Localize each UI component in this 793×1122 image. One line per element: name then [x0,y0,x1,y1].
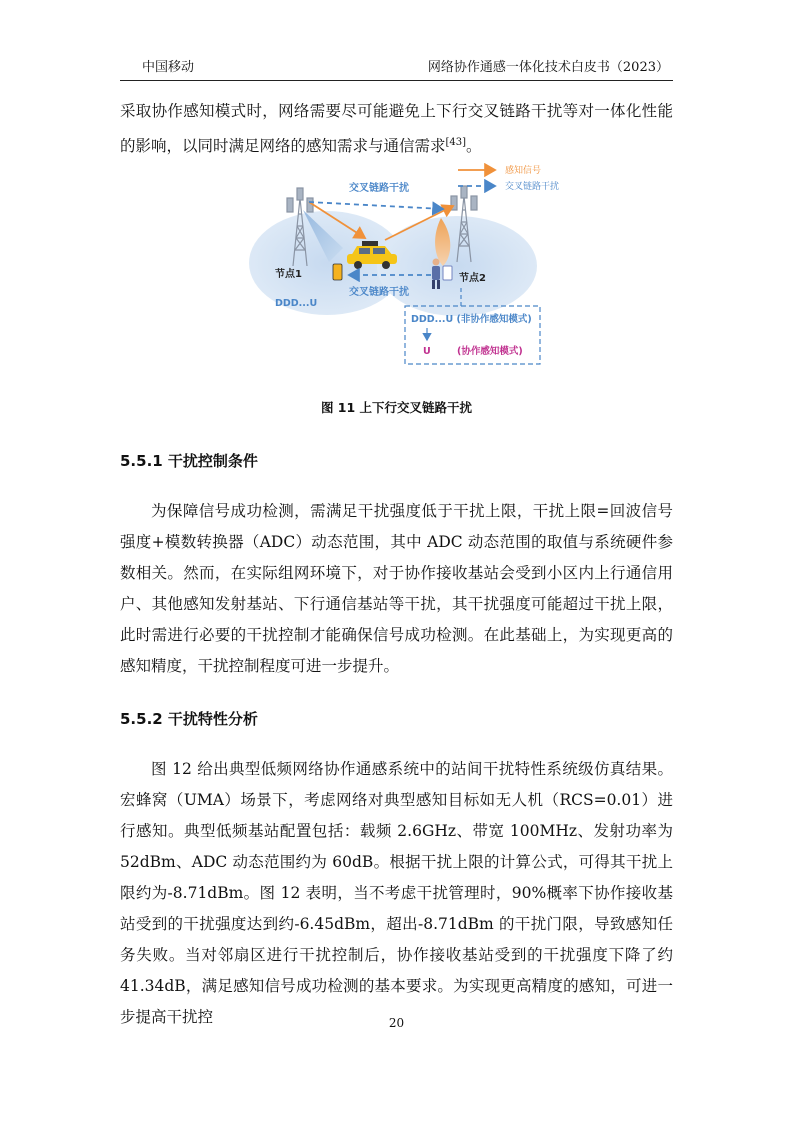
section-5-5-1-title: 5.5.1 干扰控制条件 [120,452,258,470]
cli-arrow-top [309,202,443,209]
node1-label: 节点1 [275,269,302,280]
reference-43[interactable]: [43] [445,137,467,148]
figure-caption: 图 11 上下行交叉链路干扰 [320,400,473,415]
legend-cli-label: 交叉链路干扰 [505,182,560,192]
frame-cooperative-u: U [423,346,431,357]
section-5-5-1-paragraph: 为保障信号成功检测，需满足干扰强度低于干扰上限，干扰上限=回波信号强度+模数转换器（ADC）动态范围，其中 ADC 动态范围的取值与系统硬件参数相关。然而，在实际组网环境下，对于协作接收基站会受到小区内上行通信用户、其他感知发射基站、下行通信基站等干扰，其干扰强度可能超过干扰上限，此时需进行必要的干扰控制才能确保信号成功检测。在此基础上，为实现更高的感知精度，干扰控制程度可进一步提升。 [120,502,673,675]
section-5-5-2-paragraph: 图 12 给出典型低频网络协作通感系统中的站间干扰特性系统级仿真结果。宏蜂窝（UMA）场景下，考虑网络对典型感知目标如无人机（RCS=0.01）进行感知。典型低频基站配置包括：载频 2.6GHz、带宽 100MHz、发射功率为 52dBm、ADC 动态范围约为 60dB。根据干扰上限的计算公式，可得其干扰上限约为-8.71dBm。图 12 表明，当不考虑干扰管理时，90%概率下协作接收基站受到的干扰强度达到约-6.45dBm，超出-8.71dBm 的干扰门限，导致感知任务失败。当对邻扇区进行干扰控制后，协作接收基站受到的干扰强度下降了约 41.34dB，满足感知信号成功检测的基本要求。为实现更高精度的感知，可进一步提高干扰控 [120,760,673,1026]
frame-cooperative-label: (协作感知模式) [457,346,523,357]
legend-sensing-label: 感知信号 [505,166,542,176]
cli-label-top: 交叉链路干扰 [349,183,409,194]
frame-noncooperative-label: DDD...U (非协作感知模式) [411,314,532,325]
intro-paragraph [120,96,673,162]
section-5-5-2-title: 5.5.2 干扰特性分析 [120,710,258,728]
page-header [120,54,673,81]
intro-end: 。 [466,137,482,156]
cli-label-bottom: 交叉链路干扰 [349,287,409,298]
intro-text: 采取协作感知模式时，网络需要尽可能避免上下行交叉链路干扰等对一体化性能的影响，以同时满足网络的感知需求与通信需求 [120,102,673,156]
header-document-title: 网络协作通感一体化技术白皮书（2023） [427,60,669,75]
cross-link-interference-figure [245,158,565,370]
phone-icon [333,264,342,280]
header-organization: 中国移动 [142,60,195,75]
node2-label: 节点2 [459,273,486,284]
page-number: 20 [388,1016,405,1030]
frame-label-node1: DDD...U [275,298,318,309]
